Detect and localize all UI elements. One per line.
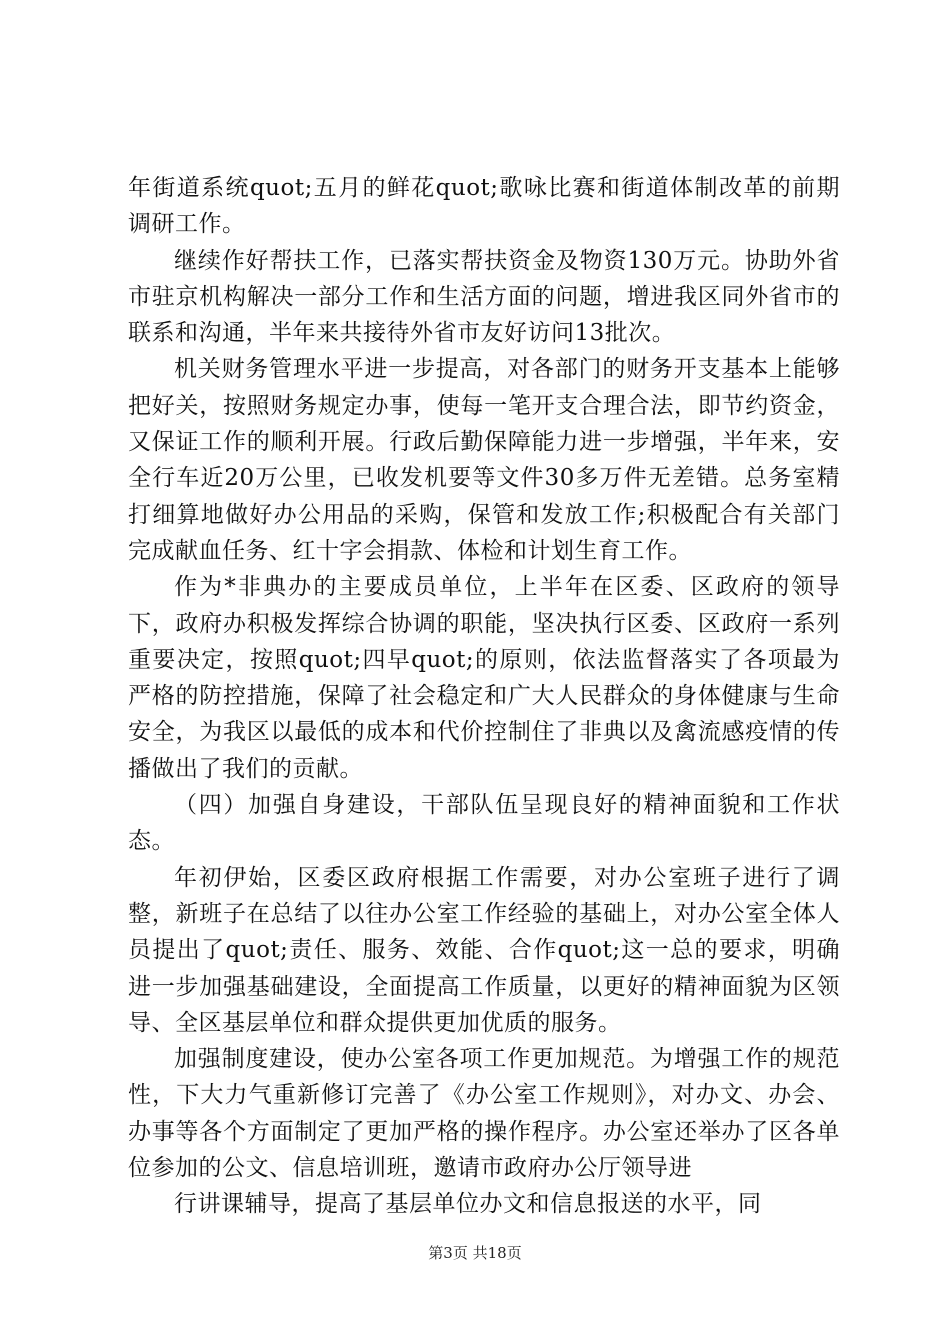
section-heading: （四）加强自身建设，干部队伍呈现良好的精神面貌和工作状态。 — [128, 792, 840, 855]
paragraph-1: 年街道系统quot;五月的鲜花quot;歌咏比赛和街道体制改革的前期调研工作。 — [128, 175, 840, 238]
paragraph-7: 行讲课辅导，提高了基层单位办文和信息报送的水平，同 — [174, 1191, 762, 1218]
page-footer: 第3页 共18页 — [428, 1244, 522, 1262]
paragraph-2: 继续作好帮扶工作，已落实帮扶资金及物资130万元。协助外省市驻京机构解决一部分工作和生活方面的问题，增进我区同外省市的联系和沟通，半年来共接待外省市友好访问13批次。 — [128, 247, 840, 347]
paragraph-3: 机关财务管理水平进一步提高，对各部门的财务开支基本上能够把好关，按照财务规定办事，使每一笔开支合理合法，即节约资金，又保证工作的顺利开展。行政后勤保障能力进一步增强，半年来，安全行车近20万公里，已收发机要等文件30多万件无差错。总务室精打细算地做好办公用品的采购，保管和发放工作;积极配合有关部门完成献血任务、红十字会捐款、体检和计划生育工作。 — [128, 356, 840, 564]
paragraph-4: 作为*非典办的主要成员单位，上半年在区委、区政府的领导下，政府办积极发挥综合协调的职能，坚决执行区委、区政府一系列重要决定，按照quot;四早quot;的原则，依法监督落实了各项最为严格的防控措施，保障了社会稳定和广大人民群众的身体健康与生命安全，为我区以最低的成本和代价控制住了非典以及禽流感疫情的传播做出了我们的贡献。 — [128, 574, 840, 782]
paragraph-6: 加强制度建设，使办公室各项工作更加规范。为增强工作的规范性，下大力气重新修订完善了《办公室工作规则》，对办文、办会、办事等各个方面制定了更加严格的操作程序。办公室还举办了区各单位参加的公文、信息培训班，邀请市政府办公厅领导进 — [128, 1046, 840, 1182]
paragraph-5: 年初伊始，区委区政府根据工作需要，对办公室班子进行了调整，新班子在总结了以往办公室工作经验的基础上，对办公室全体人员提出了quot;责任、服务、效能、合作quot;这一总的要求，明确进一步加强基础建设，全面提高工作质量，以更好的精神面貌为区领导、全区基层单位和群众提供更加优质的服务。 — [128, 864, 840, 1036]
document-body — [128, 170, 840, 1223]
